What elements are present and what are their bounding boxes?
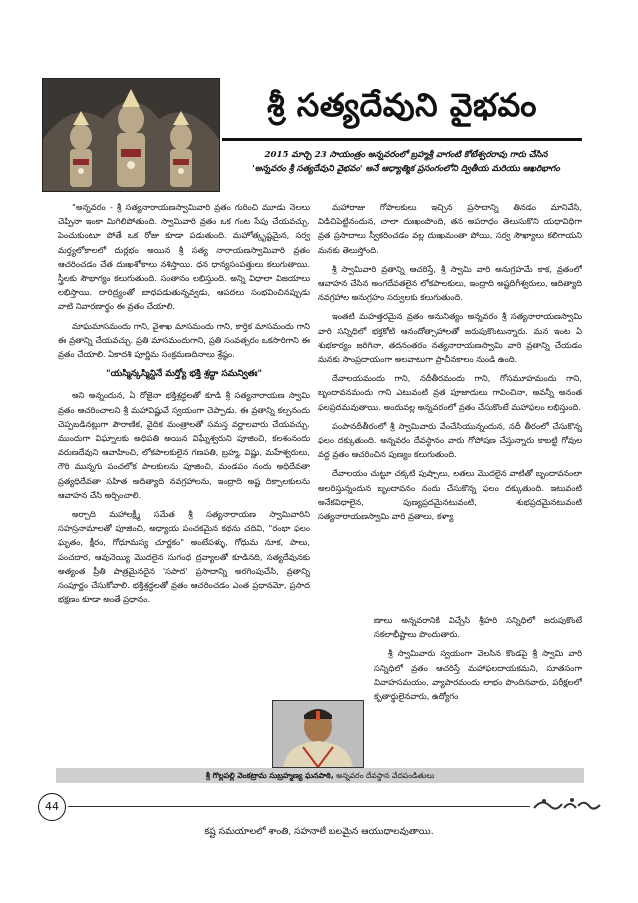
title-rule	[222, 138, 582, 141]
subtitle-line-1: 2015 మార్చి 23 సాయంత్రం అన్నవరంలో బ్రహ్మశ్రీ వాగంటి కోటేశ్వరరావు గారు చేసిన	[264, 150, 548, 160]
paragraph: మాఘమాసమందు గాని, వైశాఖ మాసమందు గాని, కార్తిక మాసమందు గాని ఈ వ్రతాన్ని చేయవచ్చు. ప్రతి మాసమందుగాని, ప్రతి సంవత్సరం ఒకసారిగాని ఈ వ్రతం చేయాలి. ఏకాదశి పూర్ణిమ సంక్రమణదినాలు శ్రేష్ఠం.	[58, 320, 310, 360]
paragraph: "అన్నవరం - శ్రీ సత్యనారాయణస్వామివారి వ్రతం గురించి మూడు నెలలు చెప్పినా ఇంకా మిగిలిపోతుంది. స్వామివారి వ్రతం ఒక గంట సేపు చేయవచ్చు. పెంచుకుంటూ పోతే ఒక రోజు కూడా పడుతుంది. మహోత్కృష్టమైన, సర్వ మర్త్యలోకాలలో దుర్లభం అయిన శ్రీ సత్య నారాయణస్వామివారి వ్రతం ఆచరించడం చేత దుఃఖశోకాలు నశిస్తాయి. ధన ధాన్యసంపత్తులు కలుగుతాయి. స్త్రీలకు సౌభాగ్యం కలుగుతుంది. సంతానం లభిస్తుంది. అన్ని విధాలా విజయాలు లభిస్తాయి. దారిద్ర్యంతో బాధపడుతున్నవ్వడు, ఆపదలు సంభవించినప్పుడు వాటి నివారణార్థం ఈ వ్రతం చేయాలి.	[58, 202, 310, 312]
paragraph: శ్రీ స్వామివారి వ్రతాన్ని ఆచరిస్తే, శ్రీ స్వామి వారి అనుగ్రహమే కాక, వ్రతంలో ఆవాహన చేసిన అంగదేవతలైన లోకపాలకులు, ఇంద్రాది అష్టదిగీశ్వరులు, ఆదిత్యాది నవగ్రహాల అనుగ్రహం సర్వులకు కలుగుతుంది.	[318, 263, 582, 303]
paragraph: అని అన్నందున, ఏ రోజైనా భక్తిశ్రద్ధలతో కూడి శ్రీ సత్యనారాయణ స్వామి వ్రతం ఆచరించాలని శ్రీ మహావిష్ణువే స్వయంగా చెప్పాడు. ఈ వ్రతాన్ని కల్పనందు చెప్పబడినట్లుగా పౌరాణిక, వైదిక మంత్రాలతో సమస్త వర్ణాలవారు చేయవచ్చు. ముందుగా విఘ్నాలకు అధిపతి అయిన విఘ్నేశ్వరుని పూజించి, కలశంనందు వరుణదేవుని ఆవాహించి, లోకపాలకులైన గణపతి, బ్రహ్మ, విష్ణు, మహేశ్వరులు, గౌరి మున్నగు పంచలోక పాలకులను పూజించి, మండపం నందు అధిదేవతా ప్రత్యధిదేవతా సహిత అదిత్యాది నవగ్రహాలను, ఇంద్రాది అష్ట దిక్పాలకులను ఆవాహన చేసి అర్చించాలి.	[58, 390, 310, 500]
author-credit	[56, 768, 584, 783]
sanskrit-quote: "యస్మిన్కస్మిన్దినే మర్త్యో భక్తి శ్రద్ధా సమన్వితః"	[105, 369, 263, 380]
deity-image	[42, 78, 220, 192]
paragraph: దేవాలయమందు గాని, నదీతీరమందు గాని, గోసమూహమందు గాని, బృందావనమందు గాని ఎటువంటి వ్రత పూజాదులు గావించినా, అవన్నీ అనంత ఫలప్రదమవుతాయి. అందువల్ల అన్నవరంలో వ్రతం చేసుకొంటే మహాఫలం లభిస్తుంది.	[318, 373, 582, 412]
paragraph: దేవాలయం చుట్టూ చక్కటి పుష్పాలు, లతలు మొదలైన వాటితో బృందావనంలా అలరిస్తున్నందున బృందావనం నందు చేసుకొన్న ఫలం దక్కుతుంది. ఇటువంటి అనేకవిధాలైన, పుణ్యప్రదమైనటువంటి, శుభప్రదమైనటువంటి సత్యనారాయణస్వామి వారి వ్రతాలు, కళ్యా	[318, 468, 582, 522]
author-name: శ్రీ గొల్లపల్లి వెంకట్రామ సుబ్రహ్మణ్య ఘనపాఠి,	[205, 771, 334, 780]
subtitle-line-2: 'అన్నవరం శ్రీ సత్యదేవుని వైభవం' అనే ఆధ్యాత్మిక ప్రసంగంలోని ద్వితీయ మరియు ఆఖరిభాగం	[252, 164, 560, 174]
right-column	[318, 200, 582, 610]
paragraph: అర్చాది మహాలక్ష్మీ సమేత శ్రీ సత్యనారాయణ స్వామివారిని సహస్రనామాలతో పూజించి, అధ్యాయ పంచకమైన కథను చదివి, "రంభా ఫలం ఘృతం, క్షీరం, గోధూమస్య చూర్ణకం" అంటేపళ్ళు, గోధుమ నూక, పాలు, పంచదార, ఆవునెయ్యి మొదలైన సుగంధ ద్రవ్యాలతో కూడినది, సత్యదేవునకు అత్యంత ప్రీతి పాత్రమైనదైన 'సపాద' ప్రసాదాన్ని అరగింపుచేసి, వ్రతాన్ని సంపూర్ణం చేసుకోవాలి. భక్తిశ్రద్ధలతో వ్రతం ఆచరించడం ఎంత ప్రధానమో, ప్రసాద భక్షణం కూడా అంతే ప్రధానం.	[58, 509, 310, 605]
article-subtitle	[222, 148, 590, 176]
paragraph: ణాలు అన్నవరానికి విచ్చేసి శ్రీహరి సన్నిధిలో జరుపుకొంటే సకలాభీష్టాలు పొందుతారు.	[374, 615, 582, 640]
author-role: అన్నవరం దేవస్థాన వేదపండితులు	[336, 771, 435, 780]
footer-divider	[68, 806, 530, 807]
right-column-continued	[374, 613, 582, 753]
article-title: శ్రీ సత్యదేవుని వైభవం	[267, 86, 537, 124]
page-number: 44	[38, 793, 66, 821]
paragraph: ఇంతటి మహత్తరమైన వ్రతం అనునిత్యం అన్నవరం శ్రీ సత్యనారాయణస్వామి వారి సన్నిధిలో భక్తకోటి ఆనందోత్సాహాలతో జరుపుకొంటున్నారు. మన ఇంట ఏ శుభకార్యం జరిగినా, తదనంతరం నత్యనారాయణస్వామి వారి వ్రతాన్ని చేయడం మనకు సాంప్రదాయంగా అలవాటుగా ప్రాచీనకాలం నుండి ఉంది.	[318, 311, 582, 365]
paragraph: మహారాజు గోపాలకులు ఇచ్చిన ప్రసాదాన్ని తినడం మానివేసి, విడిచిపెట్టినందున, చాలా దుఃఖంపొంది, తన అపరాధం తెలుసుకొని యధావిధిగా వ్రత ప్రసాదాలు స్వీకరించడం వల్ల దుఃఖమంతా పోయి, సర్వ సౌఖ్యాలు కలిగాయని మనకు తెలుస్తోంది.	[318, 202, 582, 255]
author-photo	[272, 700, 364, 768]
paragraph: శ్రీ స్వామివారు స్వయంగా వెలసిన కొండపై శ్రీ స్వామి వారి సన్నిధిలో వ్రతం ఆచరిస్తే మహాఫలదాయకమని, సూతసంగా వివాహసమయం, వ్యాపారమందు లాభం పొందినవారు, పరీక్షలలో కృతార్థులైనవారు, ఉద్యోగం	[374, 648, 582, 702]
left-column	[58, 200, 310, 752]
paragraph: పంపానదీతీరంలో శ్రీ స్వామివారు వేంచేసియున్నందున, నదీ తీరంలో చేసుకొన్న ఫలం దక్కుతుంది. అన్నవరం దేవస్థానం వారు గోపోషణ చేస్తున్నారు కాబట్టి గోవుల వద్ద వ్రతం ఆచరించిన పుణ్యం కలుగుతుంది.	[318, 420, 582, 460]
magazine-logo	[532, 796, 602, 814]
footer-quote: కష్ట సమయాలలో శాంతి, సహనాలే బలమైన ఆయుధాలవుతాయి.	[204, 826, 434, 837]
